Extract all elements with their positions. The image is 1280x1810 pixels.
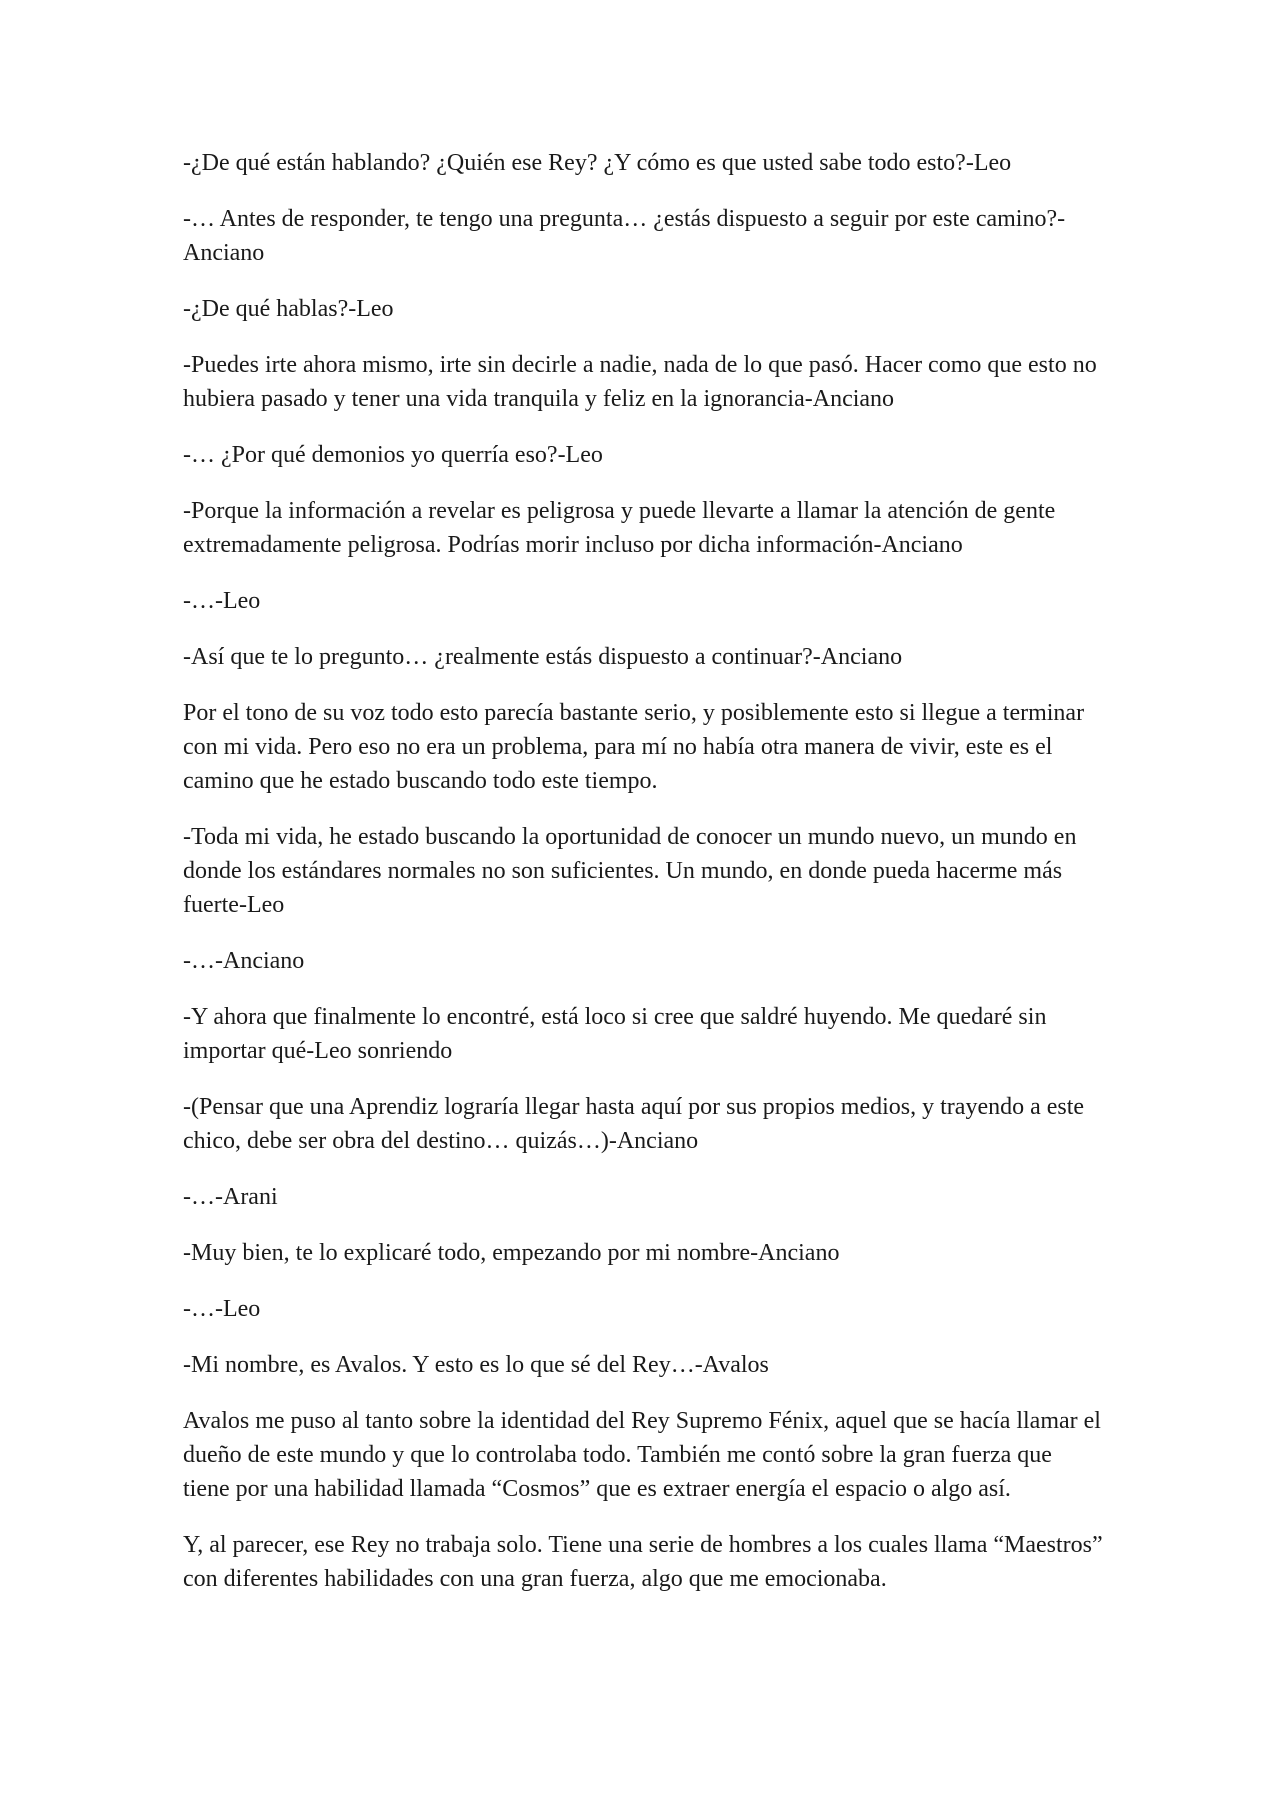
paragraph-1: -¿De qué están hablando? ¿Quién ese Rey? ¿Y cómo es que usted sabe todo esto?-Leo [183, 150, 1012, 176]
paragraph-11: -…-Anciano [183, 948, 305, 974]
paragraph-16: -…-Leo [183, 1296, 261, 1322]
paragraph-4: -Puedes irte ahora mismo, irte sin decirle a nadie, nada de lo que pasó. Hacer como que esto no hubiera pasado y tener una vida tranquila y feliz en la ignorancia-Anciano [183, 352, 1097, 412]
paragraph-6: -Porque la información a revelar es peligrosa y puede llevarte a llamar la atención de gente extremadamente peligrosa. Podrías morir incluso por dicha información-Anciano [183, 498, 1056, 558]
paragraph-13: -(Pensar que una Aprendiz lograría llegar hasta aquí por sus propios medios, y trayendo a este chico, debe ser obra del destino… quizás…)-Anciano [183, 1094, 1085, 1154]
paragraph-18: Avalos me puso al tanto sobre la identidad del Rey Supremo Fénix, aquel que se hacía llamar el dueño de este mundo y que lo controlaba todo. También me contó sobre la gran fuerza que tiene por una habilidad llamada “Cosmos” que es extraer energía el espacio o algo así. [183, 1408, 1101, 1502]
paragraph-5: -… ¿Por qué demonios yo querría eso?-Leo [183, 442, 603, 468]
paragraph-8: -Así que te lo pregunto… ¿realmente estás dispuesto a continuar?-Anciano [183, 644, 903, 670]
paragraph-12: -Y ahora que finalmente lo encontré, está loco si cree que saldré huyendo. Me quedaré sin importar qué-Leo sonriendo [183, 1004, 1047, 1064]
paragraph-2: -… Antes de responder, te tengo una pregunta… ¿estás dispuesto a seguir por este camino?-Anciano [183, 206, 1066, 266]
document-body [183, 146, 1103, 1618]
paragraph-15: -Muy bien, te lo explicaré todo, empezando por mi nombre-Anciano [183, 1240, 840, 1266]
paragraph-19: Y, al parecer, ese Rey no trabaja solo. Tiene una serie de hombres a los cuales llama “Maestros” con diferentes habilidades con una gran fuerza, algo que me emocionaba. [183, 1532, 1103, 1592]
paragraph-3: -¿De qué hablas?-Leo [183, 296, 394, 322]
paragraph-9: Por el tono de su voz todo esto parecía bastante serio, y posiblemente esto si llegue a terminar con mi vida. Pero eso no era un problema, para mí no había otra manera de vivir, este es el camino que he estado buscando todo este tiempo. [183, 700, 1085, 794]
paragraph-17: -Mi nombre, es Avalos. Y esto es lo que sé del Rey…-Avalos [183, 1352, 769, 1378]
paragraph-10: -Toda mi vida, he estado buscando la oportunidad de conocer un mundo nuevo, un mundo en donde los estándares normales no son suficientes. Un mundo, en donde pueda hacerme más fuerte-Leo [183, 824, 1077, 918]
paragraph-14: -…-Arani [183, 1184, 278, 1210]
paragraph-7: -…-Leo [183, 588, 261, 614]
